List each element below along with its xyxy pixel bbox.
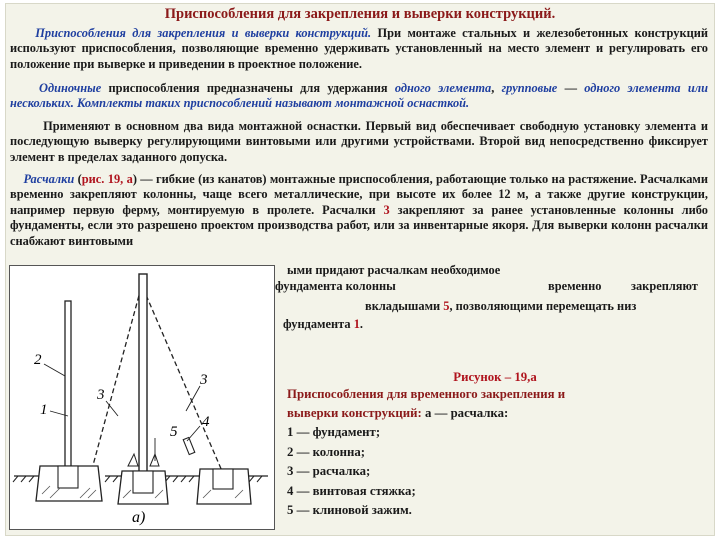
- label-4: 4: [202, 414, 210, 430]
- term-single: Одиночные: [39, 81, 102, 95]
- caption-line-2a: выверки конструкций:: [287, 406, 425, 420]
- continuation-line-2b: временно: [548, 279, 602, 293]
- continuation-line-3a: вкладышами: [365, 299, 441, 313]
- screw-tensioner: [183, 437, 195, 454]
- paragraph-guys: [10, 172, 708, 249]
- legend-list: [287, 423, 416, 521]
- figure-ref: рис. 19, а: [81, 172, 133, 186]
- left-column: [65, 301, 71, 481]
- intro-lead: Приспособления для закрепления и выверки конструкций.: [35, 26, 372, 40]
- page-title: Приспособления для закрепления и выверки конструкций.: [164, 6, 556, 22]
- paragraph-types: [10, 81, 708, 112]
- continuation-line-1: ыми придают расчалкам необходимое: [287, 263, 501, 277]
- ref-number-5: 5: [443, 299, 450, 313]
- guys-text-3: закрепляют за ранее установленные колонны либо фундаменты, если это разрешено проектом производства работ, или за инвентарные якоря. Для выверки колонн расчалки снабжают винтовыми: [10, 202, 708, 248]
- term-one-element: одного элемента: [394, 81, 492, 95]
- term-guys: Расчалки: [23, 172, 75, 186]
- caption-line-2b: а — расчалка:: [424, 406, 509, 420]
- continuation-line-4c: .: [359, 317, 363, 331]
- term-group: групповые: [501, 81, 558, 95]
- caption-text: [287, 385, 565, 423]
- legend-item: 5 — клиновой зажим.: [287, 503, 412, 518]
- guys-text-2: ) — гибкие (из канатов) монтажные приспособления, работающие только на растяжение. Расчалками временно закрепляют колонны, чаще всего металлические, при высоте их более 12 м, а также другие конструкции, например первую ферму, монтируемую в пролете. Расчалки: [10, 172, 708, 217]
- legend-item: 1 — фундамент;: [287, 425, 381, 439]
- intro-text: При монтаже стальных и железобетонных конструкций используют приспособления, позволяющие временно удерживать установленный на место элемент и регулировать его положение при выверке и приведении в проектное положение.: [10, 26, 709, 71]
- ref-number-3: 3: [383, 202, 390, 217]
- paragraph-intro: [10, 26, 708, 72]
- figure-drawing: [10, 266, 274, 529]
- center-column: [139, 274, 147, 489]
- figure-guy-rope: [9, 265, 275, 530]
- legend-item: 2 — колонна;: [287, 444, 366, 459]
- caption-line-2: [287, 404, 565, 423]
- label-3-right: 3: [200, 372, 208, 388]
- continuation-line-4: [283, 317, 363, 332]
- types-text-1: приспособления предназначены для удержания: [101, 81, 395, 95]
- caption-title: Рисунок – 19,а: [453, 370, 537, 384]
- label-sub-a: а): [132, 509, 146, 526]
- continuation-line-4a: фундамента: [283, 317, 351, 331]
- guy-rope-left: [92, 288, 141, 469]
- continuation-line-2c: закрепляют: [631, 279, 698, 293]
- ref-number-1: 1: [353, 317, 360, 331]
- continuation-line-3c: , позволяющими перемещать низ: [449, 299, 637, 313]
- kinds-text: Применяют в основном два вида монтажной оснастки. Первый вид обеспечивает свободную установку элемента и последующую выверку регулирующими винтовыми или другими устройствами. Второй вид непосредственно фиксирует элемент в пределах заданного допуска.: [10, 119, 708, 164]
- guys-text-1: (: [74, 172, 82, 186]
- continuation-line-3: [365, 299, 636, 314]
- continuation-line-2a: фундамента колонны: [275, 279, 396, 293]
- types-text-2: ,: [491, 81, 502, 95]
- legend-item: 3 — расчалка;: [287, 464, 371, 479]
- paragraph-kinds: [10, 119, 708, 165]
- types-text-3: —: [557, 81, 585, 95]
- label-5: 5: [170, 424, 178, 440]
- term-rigging: . Комплекты таких приспособлений называют монтажной оснасткой.: [70, 96, 470, 111]
- legend-item: 4 — винтовая стяжка;: [287, 483, 416, 498]
- term-several: одного элемента или нескольких: [10, 81, 709, 111]
- label-2: 2: [34, 352, 42, 368]
- label-1: 1: [40, 402, 48, 418]
- caption-line-1: Приспособления для временного закрепления и: [287, 387, 566, 401]
- label-3: 3: [97, 387, 105, 403]
